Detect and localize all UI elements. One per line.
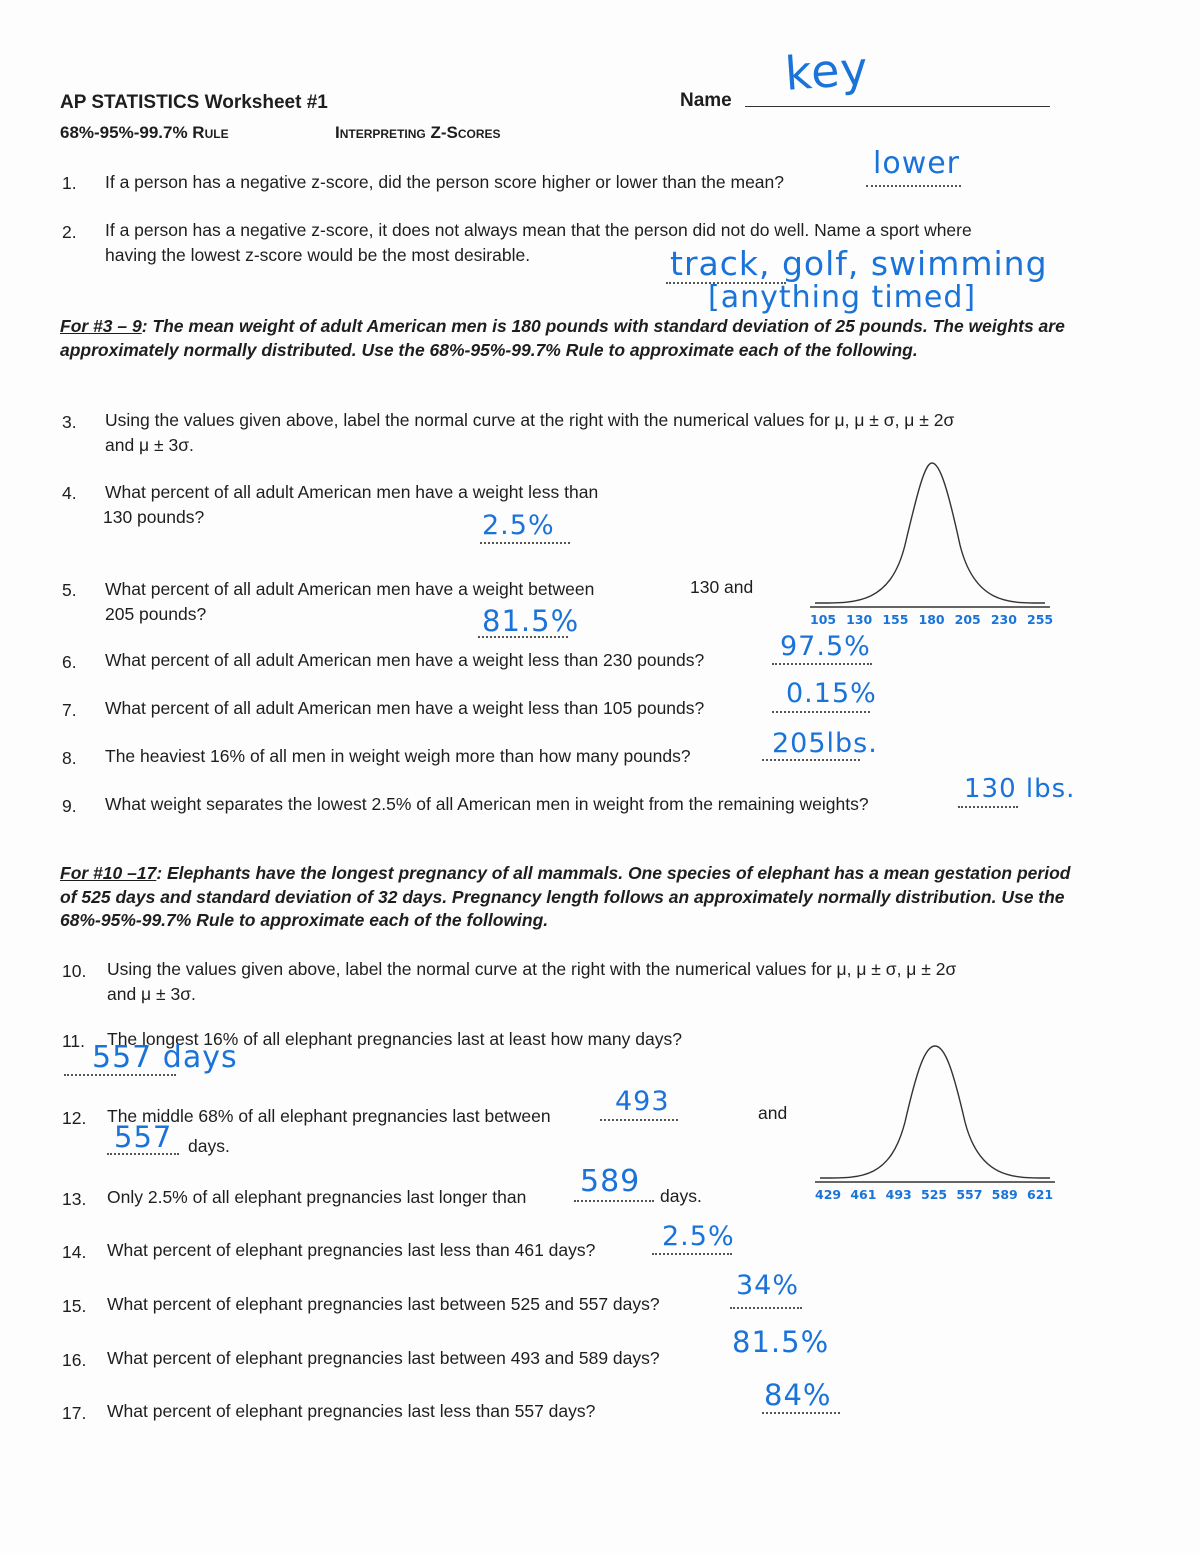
section1-intro [60,315,1080,362]
q13-answer-line [574,1200,654,1202]
q8-answer: 205lbs. [772,728,878,759]
q14-answer-line [652,1253,732,1255]
q5-text-line1: What percent of all adult American men have a weight between [105,579,595,599]
q13-text: Only 2.5% of all elephant pregnancies last longer than [107,1187,527,1207]
q17-number: 17. [62,1403,87,1423]
q8-text: The heaviest 16% of all men in weight weigh more than how many pounds? [105,746,691,766]
q5-number: 5. [62,580,77,600]
curve2-tick-6: 621 [1027,1187,1054,1202]
q9-answer: 130 lbs. [964,774,1076,804]
curve1-tick-3: 180 [918,612,945,627]
q11-answer: 557 days [92,1040,238,1075]
q3-number: 3. [62,412,77,432]
q12-text: The middle 68% of all elephant pregnancies last between [107,1106,551,1126]
curve2-tick-labels [815,1187,1055,1207]
q17-answer-line [762,1412,840,1414]
q10-text-line1: Using the values given above, label the normal curve at the right with the numerical values for μ, μ ± σ, μ ± 2σ [107,959,957,979]
curve2-tick-3: 525 [921,1187,948,1202]
curve1-tick-5: 230 [990,612,1017,627]
section2-intro [60,862,1090,933]
q15-answer: 34% [736,1270,800,1301]
q5-text-line2: 205 pounds? [105,604,207,624]
q1-answer-line [866,185,961,187]
section2-text: : Elephants have the longest pregnancy of all mammals. One species of elephant has a mean gestation period of 525 days and standard deviation of 32 days. Pregnancy length follows an approximately normally distribution. Use the 68%-95%-99.7% Rule to approximate each of the following. [60,863,1071,930]
q3-text-line2: and μ ± 3σ. [105,435,194,455]
q13-number: 13. [62,1189,87,1209]
q4-answer-line [480,542,570,544]
q7-text: What percent of all adult American men have a weight less than 105 pounds? [105,698,705,718]
q2-number: 2. [62,222,77,242]
curve1-tick-4: 205 [954,612,981,627]
q12-days: days. [188,1136,230,1156]
q9-text: What weight separates the lowest 2.5% of all American men in weight from the remaining weights? [105,794,869,814]
curve2-tick-0: 429 [815,1187,842,1202]
q7-number: 7. [62,700,77,720]
q12-answer2: 557 [114,1120,173,1154]
worksheet-title: AP STATISTICS Worksheet #1 [60,92,328,113]
q16-text: What percent of elephant pregnancies last between 493 and 589 days? [107,1348,660,1368]
q10-number: 10. [62,961,87,981]
curve2-tick-1: 461 [850,1187,877,1202]
q14-text: What percent of elephant pregnancies last less than 461 days? [107,1240,596,1260]
q5-text-line1b: 130 and [690,577,754,597]
curve1-tick-0: 105 [810,612,837,627]
name-line [745,106,1050,107]
q2-text-line2: having the lowest z-score would be the most desirable. [105,245,531,265]
q9-number: 9. [62,796,77,816]
q1-text: If a person has a negative z-score, did the person score higher or lower than the mean? [105,172,785,192]
q7-answer: 0.15% [786,678,877,709]
q3-text-line1: Using the values given above, label the normal curve at the right with the numerical values for μ, μ ± σ, μ ± 2σ [105,410,955,430]
q15-answer-line [730,1307,802,1309]
q1-answer: lower [873,146,961,181]
q12-answer1-line [600,1119,678,1121]
q2-answer-line1: track, golf, swimming [670,244,1048,283]
name-value: key [783,41,871,101]
q14-number: 14. [62,1242,87,1262]
q11-text: The longest 16% of all elephant pregnancies last at least how many days? [107,1029,682,1049]
q6-answer-line [772,663,872,665]
q16-answer: 81.5% [732,1325,830,1359]
q5-answer: 81.5% [482,604,580,638]
q4-text-line2: 130 pounds? [103,507,205,527]
q12-answer1: 493 [615,1086,670,1117]
q7-answer-line [772,711,870,713]
q12-and: and [758,1103,788,1123]
q16-number: 16. [62,1350,87,1370]
section1-lead: For #3 – 9 [60,316,142,336]
q6-number: 6. [62,652,77,672]
curve2-tick-4: 557 [956,1187,983,1202]
q12-number: 12. [62,1108,87,1128]
q4-answer: 2.5% [482,510,555,541]
q6-text: What percent of all adult American men have a weight less than 230 pounds? [105,650,705,670]
normal-curve-pregnancy [815,1040,1055,1190]
q11-number: 11. [62,1031,86,1051]
q15-number: 15. [62,1296,87,1316]
normal-curve-weights [810,455,1050,615]
curve1-tick-1: 130 [846,612,873,627]
name-label: Name [680,90,732,111]
q9-answer-line [958,806,1018,808]
topic-heading: Interpreting Z-Scores [335,123,501,142]
rule-heading: 68%-95%-99.7% Rule [60,123,229,142]
q2-text-line1: If a person has a negative z-score, it does not always mean that the person did not do well. Name a sport where [105,220,972,240]
q17-text: What percent of elephant pregnancies last less than 557 days? [107,1401,596,1421]
q2-answer-line2: [anything timed] [708,280,977,315]
q13-days: days. [660,1186,702,1206]
curve1-tick-6: 255 [1027,612,1054,627]
q14-answer: 2.5% [662,1221,735,1252]
q13-answer: 589 [580,1164,641,1199]
q6-answer: 97.5% [780,631,871,662]
curve2-tick-2: 493 [885,1187,912,1202]
q4-number: 4. [62,483,77,503]
q10-text-line2: and μ ± 3σ. [107,984,196,1004]
curve2-tick-5: 589 [991,1187,1018,1202]
q15-text: What percent of elephant pregnancies last between 525 and 557 days? [107,1294,660,1314]
q1-number: 1. [62,173,77,193]
curve1-tick-2: 155 [882,612,909,627]
q8-number: 8. [62,748,77,768]
q4-text-line1: What percent of all adult American men have a weight less than [105,482,599,502]
curve1-tick-labels [810,612,1055,632]
q17-answer: 84% [764,1378,832,1412]
section1-text: : The mean weight of adult American men is 180 pounds with standard deviation of 25 pounds. The weights are approximately normally distributed. Use the 68%-95%-99.7% Rule to approximate each of the following. [60,316,1065,360]
q8-answer-line [762,759,860,761]
section2-lead: For #10 –17 [60,863,157,883]
